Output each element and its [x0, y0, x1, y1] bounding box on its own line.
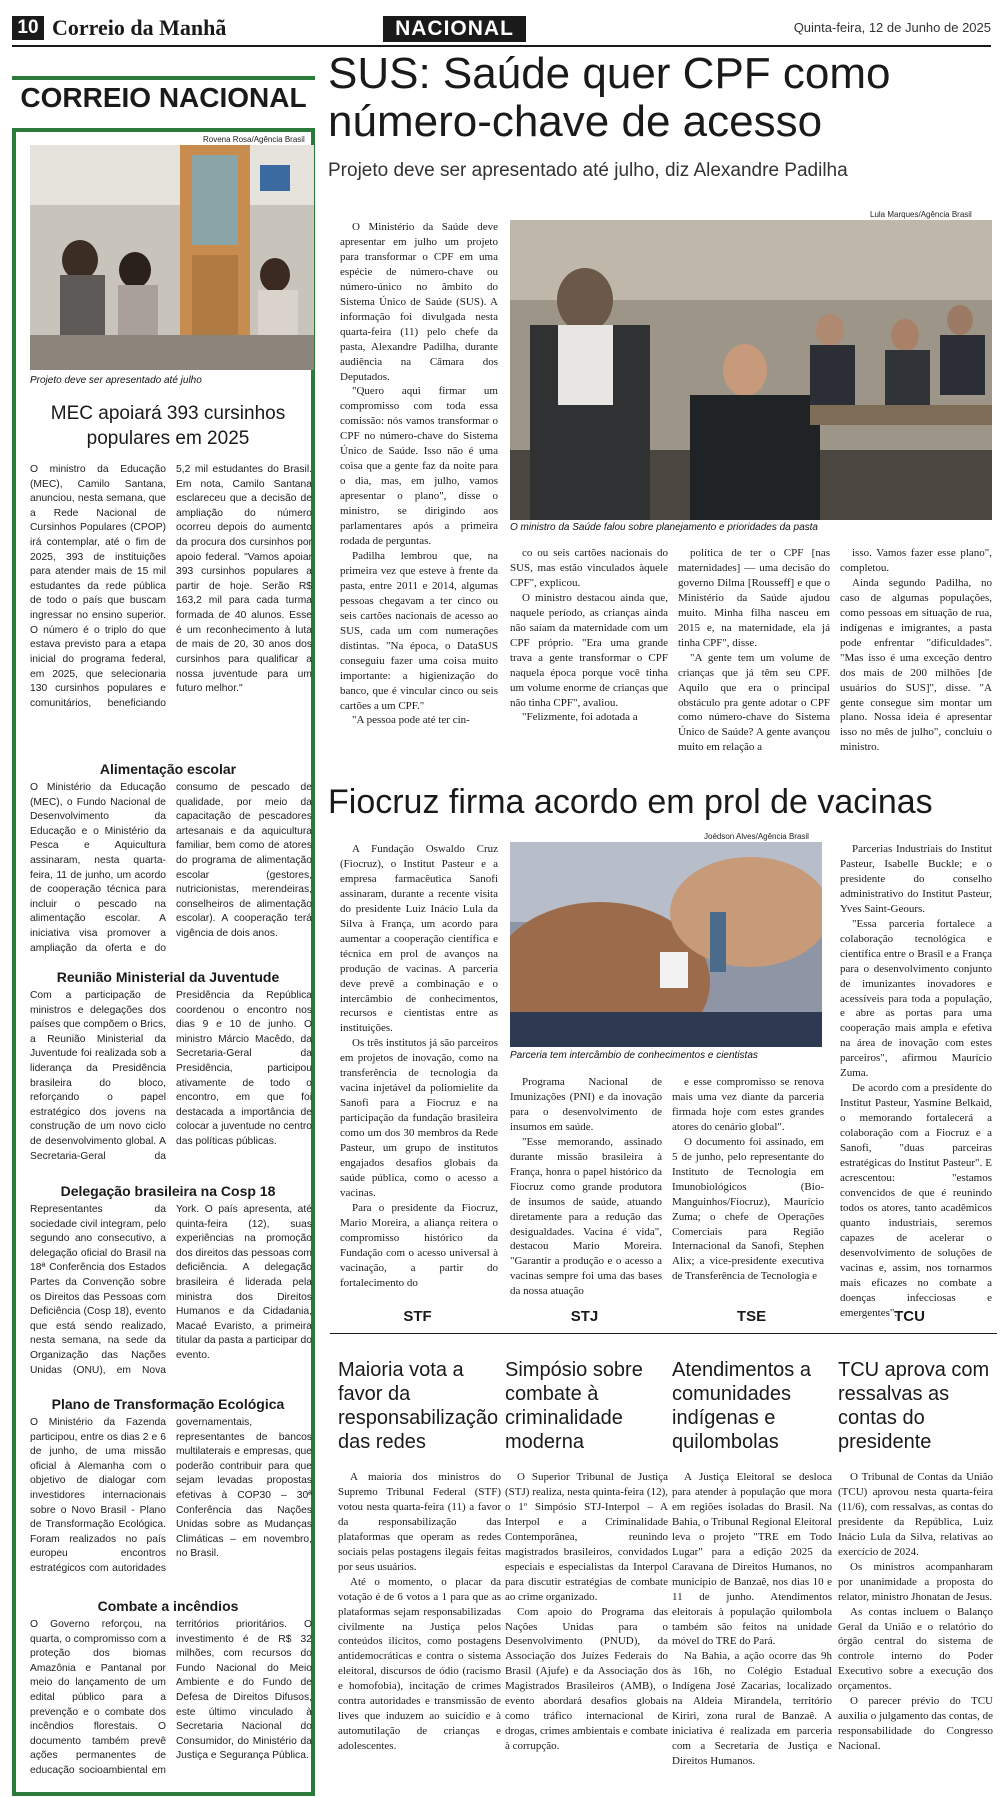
brief-text: A maioria dos ministros do Supremo Tribunal Federal (STF) votou nesta quarta-feira (11) a favor da responsabilização das plataformas que operam as redes sociais pelas postagens ilegais feitas por seus usuários. Até o momento, o placar da votação é de 6 votos a 1 para que as plataformas sejam responsabilizadas civilmente na Justiça pelos conteúdos ilícitos, como postagens antidemocráticas e contra o sistema eleitoral, discursos de ódio (racismo e homofobia), incitação de crimes contra autoridades e transmissão de lives que induzem ao suicídio e à automutilação de crianças e adolescentes. [338, 1471, 501, 1753]
sidebar-top-bar [12, 76, 315, 80]
brief-tag: STF [403, 1308, 432, 1325]
sidebar-section-text: Com a participação de ministros e delegações dos países que compõem o Brics, a Reunião Ministerial da Juventude foi realizada sob a liderança da Presidência brasileira do bloco, reforçando o papel estratégico dos jovens na construção de um novo ciclo de desenvolvimento global. A Secretaria-Geral da Presidência da República coordenou o encontro nos dias 9 e 10 de junho. O ministro Márcio Macêdo, da Secretaria-Geral da Presidência, participou ativamente de todo o encontro, em que foi destacada a importância de colocar a juventude no centro das políticas públicas. [30, 990, 312, 1162]
lead-photo-caption: O ministro da Saúde falou sobre planejamento e prioridades da pasta [510, 522, 818, 533]
sidebar-photo [30, 145, 314, 370]
lead-column-4: isso. Vamos fazer esse plano", completou. Ainda segundo Padilha, no caso de algumas populações, como pessoas em situação de rua, indígenas e imigrantes, a pasta pode enfrentar "dificuldades". "Mas isso é uma exceção dentro dos mais de 200 milhões [de usuários do SUS]", disse. "A gente consegue sim montar um plano. Nossa ideia é apresentar isso no mês de julho", concluiu o ministro. [840, 547, 992, 754]
brief-rule [822, 1333, 997, 1334]
brief-headline: Simpósio sobre combate à criminalidade moderna [505, 1359, 643, 1453]
second-column-3: e esse compromisso se renova mais uma vez diante da parceria firmada hoje com estes grandes atores do cenário global". O documento foi assinado, em 5 de junho, pelo representante do Instituto de Tecnologia em Imunobiológicos (Bio-Manguinhos/Fiocruz), Maurício Zuma; o chefe de Operações Comerciais para Região Internacional da Sanofi, Stephen Alix; a vice-presidente executiva de Transferência de Tecnologia e [672, 1076, 824, 1283]
lead-column-1: O Ministério da Saúde deve apresentar em julho um projeto para transformar o CPF em uma espécie de número-chave ou número-único no âmbito do Sistema Único de Saúde (SUS). A informação foi divulgada nesta quarta-feira (11) pelo chefe da pasta, Alexandre Padilha, durante audiência na Câmara dos Deputados. "Quero aqui firmar um compromisso com toda essa comissão: nós vamos transformar o CPF no número-chave do Sistema Único de Saúde. Isso não é uma coisa que a gente faz da noite para o dia, mas, em julho, vamos apresentar o plano", disse o ministro, se dirigindo aos parlamentares após a primeira rodada de perguntas. Padilha lembrou que, na primeira vez que esteve à frente da pasta, entre 2011 e 2014, algumas pessoas chegavam a ter cinco ou seis cartões nacionais de acesso ao SUS, cada um com numerações distintas. "Na época, o DataSUS conseguiu fazer uma coisa muito importante: a higienização do banco, que é vincular cinco ou seis cartões a um CPF." "A pessoa pode até ter cin- [340, 221, 498, 727]
brief-tag: STJ [570, 1308, 599, 1325]
sidebar-section-text: O Ministério da Educação (MEC), o Fundo Nacional de Desenvolvimento da Educação e o Ministério da Pesca e Aquicultura assinaram, nesta quarta-feira, 11 de junho, um acordo de cooperação técnica para incluir o pescado na alimentação escolar. A iniciativa visa promover a ampliação da oferta e do consumo de pescado de qualidade, por meio da capacitação de pescadores artesanais e da aquicultura familiar, bem como de atores do programa de alimentação escolar (gestores, nutricionistas, merendeiras, conselheiros de alimentação escolar). A cooperação terá vigência de dois anos. [30, 782, 312, 954]
second-column-2: Programa Nacional de Imunizações (PNI) e da inovação para o desenvolvimento de insumos em saúde. "Esse memorando, assinado durante missão brasileira à França, honra o papel histórico da Fiocruz como grande produtora de insumos de saúde, atuando diretamente para a redução das desigualdades. Vacina é vida", destacou Mario Moreira. "Garantir a produção e o acesso a vacinas sempre foi uma das bases da nossa atuação [510, 1076, 662, 1298]
sidebar-section-title: Plano de Transformação Ecológica [51, 1396, 285, 1412]
brief-tag: TCU [894, 1308, 925, 1325]
brief-rule [664, 1333, 839, 1334]
sidebar-section-title: Combate a incêndios [97, 1598, 239, 1614]
brief-rule [330, 1333, 505, 1334]
second-column-4: Parcerias Industriais do Institut Pasteur, Isabelle Buckle; e o presidente do conselho administrativo do Institut Pasteur, Yves Saint-Geours. "Essa parceria fortalece a colaboração tecnológica e científica entre o Brasil e a França para o desenvolvimento conjunto de imunizantes inovadores e acessíveis para toda a população, e abre as portas para uma cooperação mais ampla e efetiva na área de inovação com estes parceiros", afirmou Maurício Zuma. De acordo com a presidente do Institut Pasteur, Yasmine Belkaid, o memorando fortalecerá a colaboração com a Fiocruz e a Sanofi, "duas parceiras estratégicas do Institut Pasteur". E acrescentou: "estamos convencidos de que é reunindo todos os atores, tanto acadêmicos quanto industriais, seremos capazes de acelerar o desenvolvimento de soluções de vacinas e, assim, nos tornarmos mais eficazes no combate a doenças infecciosas e emergentes". [840, 843, 992, 1319]
brief-headline: Atendimentos a comunidades indígenas e quilombolas [672, 1359, 811, 1453]
lead-photo-credit: Lula Marques/Agência Brasil [870, 210, 972, 219]
second-photo [510, 842, 822, 1047]
sidebar-section-text: Representantes da sociedade civil integram, pelo segundo ano consecutivo, a delegação oficial do Brasil na 18ª Conferência dos Estados Partes da Convenção sobre os Direitos das Pessoas com Deficiência (Cosp 18), evento que está sendo realizado, nesta semana, na sede da Organização das Nações Unidas (ONU), em Nova York. O país apresenta, até quinta-feira (12), suas experiências na promoção dos direitos das pessoas com deficiência. A delegação brasileira é liderada pela ministra dos Direitos Humanos e da Cidadania, Macaé Evaristo, a primeira titular da pasta a participar do evento. [30, 1204, 312, 1376]
page-number: 10 [12, 16, 44, 40]
sidebar-section-text: O Ministério da Fazenda participou, entre os dias 2 e 6 de junho, de uma missão oficial à Alemanha com o objetivo de dialogar com investidores internacionais sobre o Novo Brasil - Plano de Transformação Ecológica. Foram realizados no país europeu encontros estratégicos com autoridades governamentais, representantes de bancos multilaterais e empresas, que poderão contribuir para que sejam levadas propostas efetivas à COP30 – 30ª Conferência das Nações Unidas sobre as Mudanças Climáticas – em novembro, no Brasil. [30, 1417, 312, 1575]
lead-column-2: co ou seis cartões nacionais do SUS, mas estão vinculados àquele CPF", explicou. O ministro destacou ainda que, naquele período, as crianças ainda não saíam da maternidade com um CPF próprio. "Era uma grande trava a gente transformar o CPF naquela época porque você tinha um volume enorme de crianças que não tinha CPF", avaliou. "Felizmente, foi adotada a [510, 547, 668, 724]
sidebar-section-text: O Governo reforçou, na quarta, o compromisso com a proteção dos biomas Amazônia e Pantanal por meio do lançamento de um edital público para a prevenção e o combate dos incêndios florestais. O documento também prevê ações permanentes de educação socioambiental em territórios prioritários. O investimento é de R$ 32 milhões, com recursos do Fundo Nacional do Meio Ambiente e do Fundo de Defesa de Direitos Difusos, este último vinculado à Secretaria Nacional do Consumidor, do Ministério da Justiça e Segurança Pública. [30, 1619, 312, 1777]
sidebar-section-title: Delegação brasileira na Cosp 18 [60, 1183, 276, 1199]
header-rule [12, 45, 991, 47]
brief-text: O Superior Tribunal de Justiça (STJ) realiza, nesta quinta-feira (12), o 1º Simpósio STJ-Interpol – A Interpol e a Criminalidade Contemporânea, reunindo magistrados brasileiros, convidados especiais e especialistas da Interpol para discutir estratégias de combate ao crime organizado. Com apoio do Programa das Nações Unidas para o Desenvolvimento (PNUD), da Associação dos Juízes Federais do Brasil (Ajufe) e da Associação dos Magistrados Brasileiros (AMB), o evento abordará desafios globais como tráfico internacional de drogas, crimes ambientais e combate à corrupção. [505, 1471, 668, 1753]
lead-photo [510, 220, 992, 520]
brief-rule [497, 1333, 672, 1334]
brief-tag: TSE [736, 1308, 767, 1325]
sidebar-section-title: Alimentação escolar [99, 761, 237, 777]
newspaper-name: Correio da Manhã [52, 15, 227, 40]
sidebar-title: CORREIO NACIONAL [20, 82, 307, 113]
sidebar-main-headline: MEC apoiará 393 cursinhos populares em 2025 [50, 403, 286, 449]
page-header [0, 0, 1003, 44]
lead-column-3: política de ter o CPF [nas maternidades] — uma decisão do governo Dilma [Rousseff] e que o Ministério da Saúde ajudou muito. Minha filha nasceu em 2015 e, na maternidade, ela já tinha CPF", disse. "A gente tem um volume de crianças que já têm seu CPF. Aquilo que era o principal obstáculo pra gente adotar o CPF como número-chave do Sistema Único de Saúde? A gente avançou muito em relação a [678, 547, 830, 754]
section-label: NACIONAL [383, 16, 526, 42]
lead-headline: SUS: Saúde quer CPF como número-chave de acesso [328, 49, 891, 147]
brief-headline: TCU aprova com ressalvas as contas do presidente [838, 1359, 990, 1453]
second-column-1: A Fundação Oswaldo Cruz (Fiocruz), o Institut Pasteur e a empresa farmacêutica Sanofi assinaram, durante a recente visita do presidente Luiz Inácio Lula da Silva à França, um acordo para aumentar a cooperação científica e técnica em prol de avanços na produção de vacinas. A parceria deve prevê a combinação e o intercâmbio de conhecimentos, recursos e cientistas entre as instituições. Os três institutos já são parceiros em projetos de inovação, como na transferência de tecnologia da vacina injetável da poliomielite da Sanofi para a Fiocruz e na participação da fundação brasileira como um dos 30 membros da Rede Pasteur, um grupo de institutos engajados desafios globais da saúde pública, como o acesso a vacinas. Para o presidente da Fiocruz, Mario Moreira, a aliança reitera o compromisso histórico da Fundação com o acesso universal à vacinação, a partir do fortalecimento do [340, 843, 498, 1289]
brief-text: O Tribunal de Contas da União (TCU) aprovou nesta quarta-feira (11/6), com ressalvas, as contas do presidente da República, Luiz Inácio Lula da Silva, relativas ao exercício de 2024. Os ministros acompanharam por unanimidade a proposta do relator, ministro Jhonatan de Jesus. As contas incluem o Balanço Geral da União e o relatório do órgão central do sistema de controle interno do Poder Executivo sobre a execução dos orçamentos. O parecer prévio do TCU auxilia o julgamento das contas, de responsabilidade do Congresso Nacional. [838, 1471, 993, 1753]
sidebar-main-text: O ministro da Educação (MEC), Camilo Santana, anunciou, nesta semana, que a Rede Nacional de Cursinhos Populares (CPOP) irá contemplar, até o fim de 2025, 393 de instituições para atender mais de 15 mil estudantes da rede pública de todo o país que buscam ingressar no ensino superior. O número é o triplo do que estava previsto para a etapa inicial do programa federal, em 2025, que selecionaria 130 cursinhos populares e comunitários, beneficiando 5,2 mil estudantes do Brasil. Em nota, Camilo Santana esclareceu que a decisão de ampliação do número ocorreu depois do aumento da procura dos cursinhos por apoio federal. "Vamos apoiar 393 cursinhos populares a partir de hoje. Serão R$ 163,2 mil para cada turma formada de 40 alunos. Esse é um reconhecimento à luta de mais de 20, 30 anos dos cursinhos para qualificar a nossa juventude para um futuro melhor." [30, 464, 312, 709]
second-photo-credit: Joédson Alves/Agência Brasil [704, 832, 809, 841]
sidebar-section-title: Reunião Ministerial da Juventude [56, 969, 280, 985]
brief-headline: Maioria vota a favor da responsabilização das redes [338, 1359, 499, 1453]
brief-text: A Justiça Eleitoral se desloca para atender à população que mora em regiões isoladas do Brasil. Na Bahia, o Tribunal Regional Eleitoral leva o projeto "TRE em Todo Lugar" para a edição 2025 da Caravana de Direitos Humanos, no município de Banzaê, nos dias 10 e 11 de junho. Atendimentos eleitorais à população quilombola também são feitos na unidade móvel do TRE do Pará. Na Bahia, a ação ocorre das 9h às 16h, no Colégio Estadual Indígena José Zacarias, localizado na Aldeia Mirandela, território Kiriri, zona rural de Banzaê. A iniciativa é realizada em parceria com a Secretaria de Justiça e Direitos Humanos. [672, 1471, 832, 1768]
second-photo-caption: Parceria tem intercâmbio de conhecimentos e cientistas [510, 1050, 758, 1061]
edition-date: Quinta-feira, 12 de Junho de 2025 [793, 20, 991, 35]
sidebar-photo-credit: Rovena Rosa/Agência Brasil [203, 135, 305, 144]
sidebar-photo-caption: Projeto deve ser apresentado até julho [30, 375, 202, 386]
lead-deck: Projeto deve ser apresentado até julho, diz Alexandre Padilha [328, 160, 848, 181]
second-headline: Fiocruz firma acordo em prol de vacinas [328, 783, 933, 821]
